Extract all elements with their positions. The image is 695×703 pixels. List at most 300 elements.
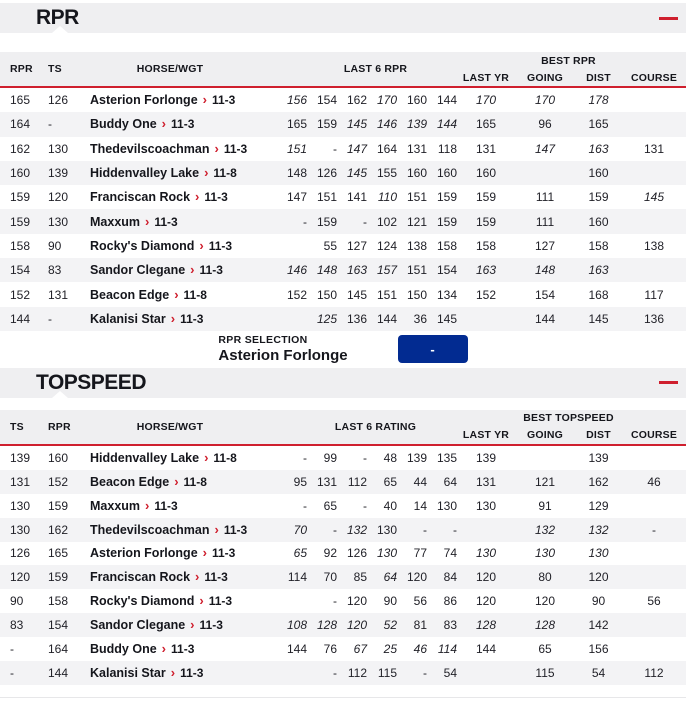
rating-cell: 139 (406, 450, 427, 465)
chevron-right-icon: › (199, 237, 204, 253)
horse-name: Kalanisi Star (90, 665, 166, 680)
table-row (0, 613, 686, 637)
rating-cell: 121 (406, 214, 427, 229)
table-row (0, 137, 686, 161)
rating-cell: - (333, 665, 337, 680)
horse-name: Thedevilscoachman (90, 522, 210, 537)
table-row (0, 234, 686, 258)
rating-cell: 65 (323, 498, 337, 513)
rpr-selection-label: RPR SELECTION (218, 334, 308, 347)
rating-cell: 135 (436, 450, 457, 465)
rating-cell: 158 (10, 238, 31, 253)
rating-cell: 96 (538, 117, 552, 132)
rating-cell: 151 (406, 263, 427, 278)
horse-weight: 11-3 (154, 498, 178, 513)
rating-cell: 168 (588, 287, 609, 302)
horse-weight: 11-8 (183, 474, 207, 489)
horse-weight: 11-3 (180, 665, 204, 680)
horse-link[interactable] (90, 618, 250, 632)
rating-cell: 165 (48, 546, 69, 561)
rating-cell: 151 (376, 287, 397, 302)
horse-link[interactable] (90, 594, 250, 608)
rating-cell: 158 (588, 238, 609, 253)
rating-cell: 130 (10, 498, 31, 513)
horse-link[interactable] (90, 475, 250, 489)
horse-weight: 11-3 (204, 190, 228, 205)
horse-link[interactable] (90, 312, 250, 326)
rating-cell: 164 (376, 141, 397, 156)
column-header-best: BEST TOPSPEED (523, 412, 614, 425)
rating-cell: 154 (534, 287, 556, 302)
rating-cell: 126 (10, 546, 31, 561)
rating-cell: 131 (643, 141, 665, 156)
rating-cell: 131 (475, 474, 497, 489)
section-notch (52, 391, 68, 398)
rating-cell: 132 (346, 522, 367, 537)
rating-cell: 160 (48, 450, 69, 465)
rating-cell: 154 (316, 93, 337, 108)
rpr-selection-text (218, 334, 347, 364)
horse-weight: 11-8 (213, 450, 237, 465)
horse-link[interactable] (90, 288, 250, 302)
rating-cell: 128 (316, 618, 337, 633)
horse-weight: 11-3 (212, 93, 236, 108)
column-header-rpr: RPR (48, 420, 71, 433)
chevron-right-icon: › (214, 521, 219, 537)
rating-cell: 147 (534, 141, 556, 156)
rating-cell: 76 (323, 642, 337, 657)
rating-cell: 120 (534, 594, 556, 609)
rating-cell: 36 (413, 311, 427, 326)
rating-cell: 156 (588, 642, 609, 657)
rating-cell: 108 (286, 618, 307, 633)
chevron-right-icon: › (161, 116, 167, 132)
rating-cell: 14 (413, 498, 427, 513)
column-header-last-yr: LAST YR (462, 71, 510, 84)
column-header-dist: DIST (586, 71, 611, 84)
column-header-horse: HORSE/WGT (136, 420, 204, 433)
rating-cell: 83 (443, 618, 457, 633)
column-header-rpr: RPR (10, 63, 33, 75)
column-header-best: BEST RPR (541, 54, 596, 67)
table-row (0, 185, 686, 209)
rating-cell: 139 (48, 166, 69, 181)
rating-cell: 154 (48, 618, 69, 633)
rating-cell: 126 (316, 166, 337, 181)
chevron-right-icon: › (204, 449, 209, 465)
horse-name: Beacon Edge (90, 287, 170, 302)
rating-cell: 90 (591, 594, 606, 609)
column-header-horse: HORSE/WGT (136, 63, 204, 75)
rating-cell: 131 (48, 287, 69, 302)
rating-cell: 159 (436, 190, 457, 205)
rating-cell: 144 (534, 311, 556, 326)
rating-cell: 131 (10, 474, 31, 489)
rating-cell: 125 (316, 311, 337, 326)
chevron-right-icon: › (195, 189, 200, 205)
rating-cell: 159 (10, 214, 31, 229)
rating-cell: 159 (316, 117, 337, 132)
rating-cell: 120 (346, 594, 367, 609)
rating-cell: 144 (10, 311, 31, 326)
rating-cell: - (303, 498, 307, 513)
rating-cell: 131 (406, 141, 427, 156)
horse-name: Asterion Forlonge (90, 546, 198, 561)
rating-cell: 46 (413, 642, 427, 657)
rating-cell: 130 (475, 498, 497, 513)
column-header-last6: LAST 6 RPR (343, 63, 408, 75)
horse-link[interactable] (90, 263, 250, 277)
rating-cell: 148 (534, 263, 556, 278)
rating-cell: 146 (376, 117, 397, 132)
rating-cell: 65 (538, 642, 552, 657)
rating-cell: - (10, 642, 14, 657)
rpr-selection-horse: Asterion Forlonge (218, 347, 348, 365)
chevron-right-icon: › (195, 569, 200, 585)
horse-name: Hiddenvalley Lake (90, 166, 200, 181)
horse-weight: 11-3 (171, 642, 195, 657)
rating-cell: 90 (383, 594, 397, 609)
table-row (0, 661, 686, 685)
rating-cell: 90 (48, 238, 62, 253)
table-row (0, 589, 686, 613)
rating-cell: 151 (406, 190, 427, 205)
column-header-course: COURSE (630, 71, 678, 84)
rating-cell: 144 (376, 311, 397, 326)
rating-cell: - (10, 665, 14, 680)
horse-link[interactable] (90, 93, 250, 107)
rating-cell: 118 (437, 141, 457, 156)
rating-cell: 144 (48, 665, 69, 680)
topspeed-section (0, 368, 686, 698)
horse-link[interactable] (90, 523, 250, 537)
rating-cell: 164 (10, 117, 31, 132)
chevron-right-icon: › (190, 617, 195, 633)
chevron-right-icon: › (204, 165, 209, 181)
rating-cell: 127 (534, 238, 556, 253)
rating-cell: 130 (475, 546, 497, 561)
rating-cell: 145 (643, 190, 665, 205)
topspeed-section-title: TOPSPEED (36, 370, 146, 394)
horse-weight: 11-8 (213, 166, 237, 181)
horse-link[interactable] (90, 666, 250, 680)
rating-cell: 77 (413, 546, 427, 561)
rating-cell: - (363, 498, 367, 513)
rating-cell: 147 (286, 190, 307, 205)
rating-cell: - (303, 450, 307, 465)
column-header-dist: DIST (586, 429, 611, 442)
rating-cell: 158 (48, 594, 69, 609)
rating-cell: 146 (286, 263, 307, 278)
rating-cell: 128 (475, 618, 497, 633)
rating-cell: 170 (376, 93, 397, 108)
rating-cell: - (333, 141, 337, 156)
rating-cell: 70 (293, 522, 307, 537)
horse-weight: 11-8 (183, 287, 207, 302)
rating-cell: 163 (588, 263, 609, 278)
rating-cell: 83 (48, 263, 62, 278)
chevron-right-icon: › (190, 262, 195, 278)
table-row (0, 307, 686, 331)
rating-cell: 95 (293, 474, 307, 489)
rating-cell: 148 (316, 263, 337, 278)
horse-name: Asterion Forlonge (90, 93, 198, 108)
rating-cell: 154 (10, 263, 31, 278)
rating-cell: 90 (10, 594, 24, 609)
table-row (0, 282, 686, 306)
rating-cell: - (652, 522, 656, 537)
rating-cell: 81 (413, 618, 427, 633)
table-row (0, 637, 686, 661)
rating-cell: 111 (535, 214, 555, 229)
rating-cell: 121 (534, 474, 556, 489)
chevron-right-icon: › (170, 310, 176, 326)
rating-cell: 162 (48, 522, 69, 537)
rating-cell: 144 (436, 117, 457, 132)
rating-cell: 142 (588, 618, 609, 633)
rating-cell: 120 (346, 618, 367, 633)
rating-cell: 92 (323, 546, 337, 561)
horse-link[interactable] (90, 166, 250, 180)
rating-cell: 145 (436, 311, 457, 326)
chevron-right-icon: › (174, 286, 179, 302)
rating-cell: - (333, 522, 337, 537)
rating-cell: 165 (286, 117, 307, 132)
horse-name: Beacon Edge (90, 474, 170, 489)
horse-name: Hiddenvalley Lake (90, 450, 200, 465)
rating-cell: 127 (346, 238, 367, 253)
rating-cell: 158 (436, 238, 457, 253)
topspeed-table-body (0, 446, 686, 685)
horse-link[interactable] (90, 142, 250, 156)
rating-cell: 144 (436, 93, 457, 108)
chevron-right-icon: › (214, 140, 219, 156)
horse-weight: 11-3 (199, 618, 223, 633)
rating-cell: 56 (647, 594, 661, 609)
rpr-table-header (0, 52, 686, 88)
rating-cell: 124 (376, 238, 397, 253)
column-header-going: GOING (526, 429, 563, 442)
rating-cell: 112 (644, 665, 664, 680)
rating-cell: 163 (346, 263, 367, 278)
rating-cell: 56 (413, 594, 427, 609)
rating-cell: 130 (436, 498, 457, 513)
rating-cell: 120 (475, 570, 497, 585)
horse-name: Buddy One (90, 117, 157, 132)
horse-weight: 11-3 (154, 214, 178, 229)
rating-cell: 115 (535, 665, 555, 680)
rating-cell: 128 (534, 618, 556, 633)
rating-cell: 158 (475, 238, 497, 253)
rating-cell: 64 (443, 474, 457, 489)
rating-cell: 163 (588, 141, 609, 156)
horse-name: Rocky's Diamond (90, 238, 195, 253)
topspeed-table-header (0, 410, 686, 446)
rating-cell: 84 (443, 570, 457, 585)
rating-cell: 160 (588, 214, 609, 229)
rating-cell: 139 (475, 450, 497, 465)
rating-cell: 162 (10, 141, 31, 156)
horse-link[interactable] (90, 117, 250, 131)
horse-link[interactable] (90, 215, 250, 229)
rating-cell: 159 (48, 498, 69, 513)
rating-cell: - (423, 522, 427, 537)
horse-name: Maxxum (90, 214, 141, 229)
chevron-right-icon: › (202, 545, 207, 561)
rating-cell: 65 (293, 546, 307, 561)
rating-cell: 48 (383, 450, 397, 465)
rating-cell: 150 (316, 287, 337, 302)
minus-icon (659, 381, 678, 384)
horse-weight: 11-3 (204, 570, 228, 585)
column-header-course: COURSE (630, 429, 678, 442)
rating-cell: - (48, 311, 52, 326)
chevron-right-icon: › (145, 497, 150, 513)
column-header-ts: TS (48, 63, 62, 75)
horse-weight: 11-3 (212, 546, 236, 561)
minus-icon (659, 17, 678, 20)
rating-cell: 132 (534, 522, 556, 537)
rpr-selection-strip (0, 331, 686, 368)
table-row (0, 209, 686, 233)
chevron-right-icon: › (145, 213, 150, 229)
rating-cell: 139 (588, 450, 609, 465)
table-row (0, 470, 686, 494)
column-header-last6: LAST 6 RATING (334, 420, 417, 433)
rating-cell: 120 (588, 570, 609, 585)
rpr-table-body (0, 88, 686, 331)
horse-weight: 11-3 (223, 522, 248, 537)
rating-cell: 150 (406, 287, 427, 302)
rating-cell: 131 (475, 141, 497, 156)
rating-cell: 54 (591, 665, 606, 680)
rating-cell: 145 (346, 117, 367, 132)
rating-cell: 130 (376, 546, 397, 561)
rating-cell: 163 (475, 263, 497, 278)
chevron-right-icon: › (202, 92, 207, 108)
section-notch (52, 26, 68, 33)
rating-cell: 160 (588, 166, 609, 181)
rating-cell: 130 (48, 214, 69, 229)
rating-cell: 83 (10, 618, 24, 633)
rating-cell: 134 (436, 287, 457, 302)
rating-cell: 102 (376, 214, 397, 229)
table-row (0, 88, 686, 112)
rating-cell: 151 (316, 190, 337, 205)
chevron-right-icon: › (199, 593, 204, 609)
rating-cell: 52 (383, 618, 397, 633)
rating-cell: 130 (588, 546, 609, 561)
rating-cell: 120 (48, 190, 69, 205)
rating-cell: 144 (286, 642, 307, 657)
rating-cell: 132 (588, 522, 609, 537)
topspeed-section-header (0, 368, 686, 398)
horse-link[interactable] (90, 451, 250, 465)
rating-cell: 110 (377, 190, 397, 205)
rating-cell: 178 (588, 93, 609, 108)
rating-cell: 117 (644, 287, 664, 302)
rating-cell: 130 (534, 546, 556, 561)
rating-cell: 129 (588, 498, 609, 513)
horse-name: Sandor Clegane (90, 263, 186, 278)
rating-cell: 165 (475, 117, 497, 132)
table-row (0, 518, 686, 542)
rating-cell: 162 (588, 474, 609, 489)
rating-cell: 91 (538, 498, 552, 513)
rating-cell: 152 (286, 287, 307, 302)
rating-cell: 126 (48, 93, 69, 108)
horse-link[interactable] (90, 499, 250, 513)
rating-cell: 145 (346, 166, 367, 181)
column-header-ts: TS (10, 420, 24, 433)
rating-cell: 152 (48, 474, 69, 489)
chevron-right-icon: › (161, 641, 167, 657)
rating-cell: - (453, 522, 457, 537)
rating-cell: 111 (535, 190, 555, 205)
rating-cell: 136 (346, 311, 367, 326)
rating-cell: 112 (347, 665, 367, 680)
table-row (0, 446, 686, 470)
rating-cell: 120 (10, 570, 31, 585)
rating-cell: 138 (643, 238, 665, 253)
rating-cell: 160 (436, 166, 457, 181)
table-row (0, 494, 686, 518)
horse-link[interactable] (90, 190, 250, 204)
rating-cell: - (333, 594, 337, 609)
rating-cell: 152 (475, 287, 497, 302)
rating-cell: 148 (286, 166, 307, 181)
column-header-last-yr: LAST YR (462, 429, 510, 442)
horse-link[interactable] (90, 239, 250, 253)
horse-weight: 11-3 (171, 117, 195, 132)
horse-weight: 11-3 (199, 263, 223, 278)
rating-cell: 152 (10, 287, 31, 302)
horse-link[interactable] (90, 570, 250, 584)
rating-cell: 46 (647, 474, 661, 489)
rating-cell: 86 (443, 594, 457, 609)
rpr-section-title: RPR (36, 6, 79, 29)
rating-cell: 160 (475, 166, 497, 181)
horse-weight: 11-3 (208, 594, 233, 609)
rating-cell: 151 (286, 141, 307, 156)
rating-cell: - (303, 214, 307, 229)
topspeed-collapse-button[interactable] (659, 375, 678, 390)
rpr-section (0, 3, 686, 368)
horse-weight: 11-3 (223, 141, 248, 156)
rating-cell: 80 (538, 570, 552, 585)
horse-name: Rocky's Diamond (90, 594, 195, 609)
odds-button[interactable]: - (398, 335, 468, 363)
horse-name: Thedevilscoachman (90, 141, 210, 156)
rating-cell: 170 (475, 93, 497, 108)
rating-cell: 157 (376, 263, 397, 278)
table-row (0, 161, 686, 185)
horse-link[interactable] (90, 642, 250, 656)
rating-cell: 159 (316, 214, 337, 229)
rating-cell: 165 (10, 93, 31, 108)
horse-name: Buddy One (90, 642, 157, 657)
horse-name: Franciscan Rock (90, 570, 191, 585)
rpr-section-header (0, 3, 686, 33)
rating-cell: - (363, 450, 367, 465)
rpr-collapse-button[interactable] (659, 11, 678, 26)
rating-cell: 114 (287, 570, 307, 585)
rating-cell: 136 (643, 311, 665, 326)
rating-cell: 85 (353, 570, 367, 585)
horse-link[interactable] (90, 546, 250, 560)
rating-cell: 130 (376, 522, 397, 537)
rating-cell: - (48, 117, 52, 132)
